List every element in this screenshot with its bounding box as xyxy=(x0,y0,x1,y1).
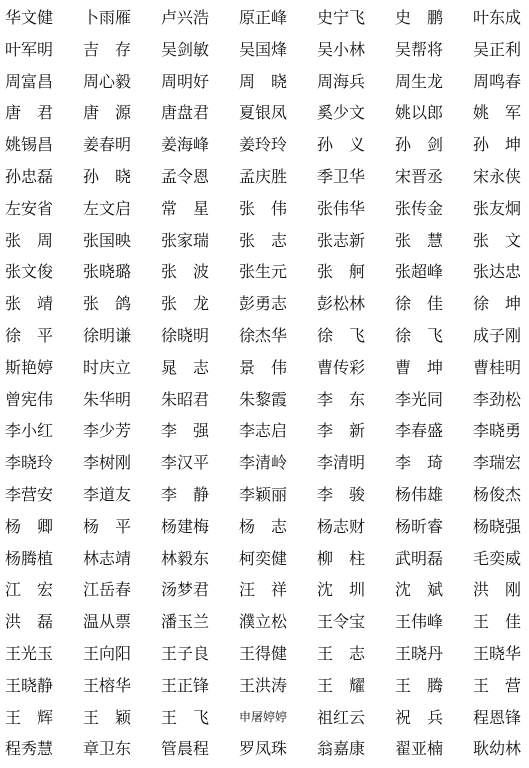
name-cell: 李晓玲 xyxy=(5,453,54,473)
name-row xyxy=(0,543,529,574)
name-cell: 周明好 xyxy=(161,71,210,91)
name-row xyxy=(0,256,529,287)
name-cell: 李小红 xyxy=(5,421,54,441)
name-cell: 程秀慧 xyxy=(5,739,54,759)
name-cell: 李春盛 xyxy=(395,421,444,441)
name-cell: 徐晓明 xyxy=(161,326,210,345)
name-cell: 张超峰 xyxy=(395,262,444,282)
name-cell: 常 星 xyxy=(161,198,210,218)
name-row xyxy=(0,225,529,256)
name-cell: 季卫华 xyxy=(317,167,366,186)
name-cell: 程恩锋 xyxy=(473,707,522,727)
name-row xyxy=(0,447,529,478)
name-cell: 罗凤珠 xyxy=(239,739,288,759)
name-cell: 徐明谦 xyxy=(83,326,132,345)
name-cell: 曹 坤 xyxy=(395,357,444,377)
name-cell: 杨 志 xyxy=(239,516,288,536)
name-cell: 张 伟 xyxy=(239,198,288,218)
name-cell: 张 龙 xyxy=(161,294,210,314)
name-cell: 唐 源 xyxy=(83,103,132,123)
name-cell: 徐杰华 xyxy=(239,326,288,345)
name-cell: 孟庆胜 xyxy=(239,167,288,186)
name-cell: 柯奕健 xyxy=(239,548,288,568)
name-cell: 王 辉 xyxy=(5,707,54,727)
name-cell: 周海兵 xyxy=(317,71,366,91)
name-cell: 张伟华 xyxy=(317,198,366,218)
name-cell: 李营安 xyxy=(5,485,54,504)
name-cell: 周 晓 xyxy=(239,71,288,91)
name-cell: 姚 军 xyxy=(473,103,522,123)
name-cell: 徐 飞 xyxy=(317,326,366,345)
name-cell: 张 周 xyxy=(5,230,54,250)
name-cell: 吉 存 xyxy=(83,39,132,59)
name-row xyxy=(0,66,529,97)
name-cell: 耿幼林 xyxy=(473,739,522,759)
name-cell: 杨伟雄 xyxy=(395,485,444,504)
name-cell: 孙 剑 xyxy=(395,135,444,155)
name-cell: 濮立松 xyxy=(239,612,288,632)
name-cell: 杨 卿 xyxy=(5,516,54,536)
name-cell: 朱华明 xyxy=(83,389,132,409)
name-cell: 王向阳 xyxy=(83,644,132,663)
name-cell: 王 耀 xyxy=(317,675,366,695)
name-cell: 李清明 xyxy=(317,453,366,473)
name-cell: 李清岭 xyxy=(239,453,288,473)
name-row xyxy=(0,320,529,351)
name-cell: 姚锡昌 xyxy=(5,135,54,155)
name-cell: 王晓静 xyxy=(5,675,54,695)
name-cell: 王得健 xyxy=(239,644,288,663)
name-cell: 叶军明 xyxy=(5,39,54,59)
name-cell: 孟令恩 xyxy=(161,167,210,186)
name-cell: 汤梦君 xyxy=(161,580,210,600)
name-cell: 左安省 xyxy=(5,198,54,218)
name-cell: 张 慧 xyxy=(395,230,444,250)
name-cell: 李瑞宏 xyxy=(473,453,522,473)
name-cell: 孙 晓 xyxy=(83,167,132,186)
name-cell: 洪 刚 xyxy=(473,580,522,600)
name-cell: 斯艳婷 xyxy=(5,357,54,377)
name-cell: 李 琦 xyxy=(395,453,444,473)
name-cell: 彭松林 xyxy=(317,294,366,314)
name-cell: 徐 佳 xyxy=(395,294,444,314)
name-cell: 吴帮将 xyxy=(395,39,444,59)
name-cell: 周心毅 xyxy=(83,71,132,91)
name-cell: 李光同 xyxy=(395,389,444,409)
name-cell: 吴剑敏 xyxy=(161,39,210,59)
name-cell: 李劲松 xyxy=(473,389,522,409)
name-cell: 张国映 xyxy=(83,230,132,250)
name-row xyxy=(0,193,529,224)
name-cell: 李晓勇 xyxy=(473,421,522,441)
name-cell: 张家瑞 xyxy=(161,230,210,250)
name-cell: 李 静 xyxy=(161,485,210,504)
name-cell: 祝 兵 xyxy=(395,707,444,727)
name-cell: 章卫东 xyxy=(83,739,132,759)
name-cell: 左文启 xyxy=(83,198,132,218)
name-cell: 张 鸽 xyxy=(83,294,132,314)
name-cell: 潘玉兰 xyxy=(161,612,210,632)
name-cell: 汪 祥 xyxy=(239,580,288,600)
name-row xyxy=(0,415,529,446)
name-cell: 李志启 xyxy=(239,421,288,441)
name-cell: 洪 磊 xyxy=(5,612,54,632)
name-cell: 姚以郎 xyxy=(395,103,444,123)
name-cell: 张生元 xyxy=(239,262,288,282)
name-cell: 毛奕威 xyxy=(473,548,522,568)
name-cell: 吴正利 xyxy=(473,39,522,59)
name-cell: 江 宏 xyxy=(5,580,54,600)
name-cell: 王正锋 xyxy=(161,675,210,695)
name-row xyxy=(0,161,529,192)
name-row xyxy=(0,702,529,733)
name-cell: 宋永侠 xyxy=(473,167,522,186)
name-cell: 王 腾 xyxy=(395,675,444,695)
name-cell: 李 东 xyxy=(317,389,366,409)
name-cell: 杨 平 xyxy=(83,516,132,536)
name-cell: 张达忠 xyxy=(473,262,522,282)
name-cell: 张 文 xyxy=(473,230,522,250)
name-row xyxy=(0,129,529,160)
name-cell: 张 舸 xyxy=(317,262,366,282)
name-cell: 朱黎霞 xyxy=(239,389,288,409)
name-cell: 沈 圳 xyxy=(317,580,366,600)
name-cell: 林志靖 xyxy=(83,548,132,568)
name-cell: 张传金 xyxy=(395,198,444,218)
name-row xyxy=(0,479,529,510)
name-cell: 宋晋丞 xyxy=(395,167,444,186)
name-row xyxy=(0,34,529,65)
name-cell: 叶东成 xyxy=(473,8,522,27)
name-cell: 李汉平 xyxy=(161,453,210,473)
name-row xyxy=(0,97,529,128)
name-row xyxy=(0,511,529,542)
name-cell: 张友炯 xyxy=(473,198,522,218)
name-cell: 孙忠磊 xyxy=(5,167,54,186)
name-cell: 王晓丹 xyxy=(395,644,444,663)
name-cell: 时庆立 xyxy=(83,357,132,377)
name-cell: 王令宝 xyxy=(317,612,366,632)
name-cell: 杨昕睿 xyxy=(395,516,444,536)
name-cell: 吴国烽 xyxy=(239,39,288,59)
name-cell: 杨志财 xyxy=(317,516,366,536)
name-cell: 王子良 xyxy=(161,644,210,663)
name-row xyxy=(0,574,529,605)
name-cell: 徐 平 xyxy=(5,326,54,345)
name-row xyxy=(0,2,529,33)
name-cell: 翟亚楠 xyxy=(395,739,444,759)
name-cell: 武明磊 xyxy=(395,548,444,568)
name-cell: 吴小林 xyxy=(317,39,366,59)
name-cell: 林毅东 xyxy=(161,548,210,568)
name-cell: 周鸣春 xyxy=(473,71,522,91)
name-cell: 李道友 xyxy=(83,485,132,504)
name-cell: 柳 柱 xyxy=(317,548,366,568)
name-cell: 翁嘉康 xyxy=(317,739,366,759)
name-cell: 王 佳 xyxy=(473,612,522,632)
name-cell: 原正峰 xyxy=(239,8,288,27)
name-cell: 李 强 xyxy=(161,421,210,441)
name-cell: 曹桂明 xyxy=(473,357,522,377)
name-cell: 王 颖 xyxy=(83,707,132,727)
name-cell: 周富昌 xyxy=(5,71,54,91)
name-cell: 周生龙 xyxy=(395,71,444,91)
name-cell: 祖红云 xyxy=(317,707,366,727)
name-cell: 李树刚 xyxy=(83,453,132,473)
name-cell: 史 鹏 xyxy=(395,8,444,27)
name-cell: 夏银凤 xyxy=(239,103,288,123)
name-cell: 张文俊 xyxy=(5,262,54,282)
name-cell: 张志新 xyxy=(317,230,366,250)
name-cell: 王 飞 xyxy=(161,707,210,727)
name-cell: 李 骏 xyxy=(317,485,366,504)
name-row xyxy=(0,352,529,383)
name-cell: 王晓华 xyxy=(473,644,522,663)
name-cell: 管晨程 xyxy=(161,739,210,759)
name-cell: 沈 斌 xyxy=(395,580,444,600)
name-cell: 江岳春 xyxy=(83,580,132,600)
name-cell: 彭勇志 xyxy=(239,294,288,314)
name-cell: 曾宪伟 xyxy=(5,389,54,409)
name-row xyxy=(0,638,529,669)
name-cell: 卜雨雁 xyxy=(83,8,132,27)
name-cell: 徐 飞 xyxy=(395,326,444,345)
name-row xyxy=(0,606,529,637)
name-cell: 唐 君 xyxy=(5,103,54,123)
name-cell: 成子刚 xyxy=(473,326,522,345)
name-cell: 李 新 xyxy=(317,421,366,441)
name-cell: 申屠婷婷 xyxy=(239,709,288,724)
name-cell: 姜海峰 xyxy=(161,135,210,155)
name-cell: 杨腾植 xyxy=(5,548,54,568)
name-cell: 杨晓强 xyxy=(473,516,522,536)
name-cell: 王伟峰 xyxy=(395,612,444,632)
name-cell: 华文健 xyxy=(5,8,54,27)
name-row xyxy=(0,288,529,319)
name-cell: 朱昭君 xyxy=(161,389,210,409)
name-cell: 杨建梅 xyxy=(161,516,210,536)
name-cell: 王榕华 xyxy=(83,675,132,695)
name-cell: 晁 志 xyxy=(161,357,210,377)
name-cell: 姜玲玲 xyxy=(239,135,288,155)
name-cell: 张晓璐 xyxy=(83,262,132,282)
name-cell: 王洪涛 xyxy=(239,675,288,695)
name-row xyxy=(0,670,529,701)
name-cell: 景 伟 xyxy=(239,357,288,377)
name-cell: 李少芳 xyxy=(83,421,132,441)
name-cell: 唐盘君 xyxy=(161,103,210,123)
name-cell: 张 靖 xyxy=(5,294,54,314)
name-cell: 杨俊杰 xyxy=(473,485,522,504)
name-cell: 奚少文 xyxy=(317,103,366,123)
name-cell: 李颖丽 xyxy=(239,485,288,504)
name-cell: 徐 坤 xyxy=(473,294,522,314)
name-cell: 张 志 xyxy=(239,230,288,250)
name-cell: 王 志 xyxy=(317,644,366,663)
name-cell: 王 营 xyxy=(473,675,522,695)
name-cell: 孙 坤 xyxy=(473,135,522,155)
name-cell: 孙 义 xyxy=(317,135,366,155)
name-cell: 王光玉 xyxy=(5,644,54,663)
name-row xyxy=(0,733,529,764)
name-cell: 史宁飞 xyxy=(317,8,366,27)
name-cell: 姜春明 xyxy=(83,135,132,155)
name-cell: 曹传彩 xyxy=(317,357,366,377)
name-cell: 温从票 xyxy=(83,612,132,632)
name-cell: 张 波 xyxy=(161,262,210,282)
name-row xyxy=(0,384,529,415)
name-cell: 卢兴浩 xyxy=(161,8,210,27)
